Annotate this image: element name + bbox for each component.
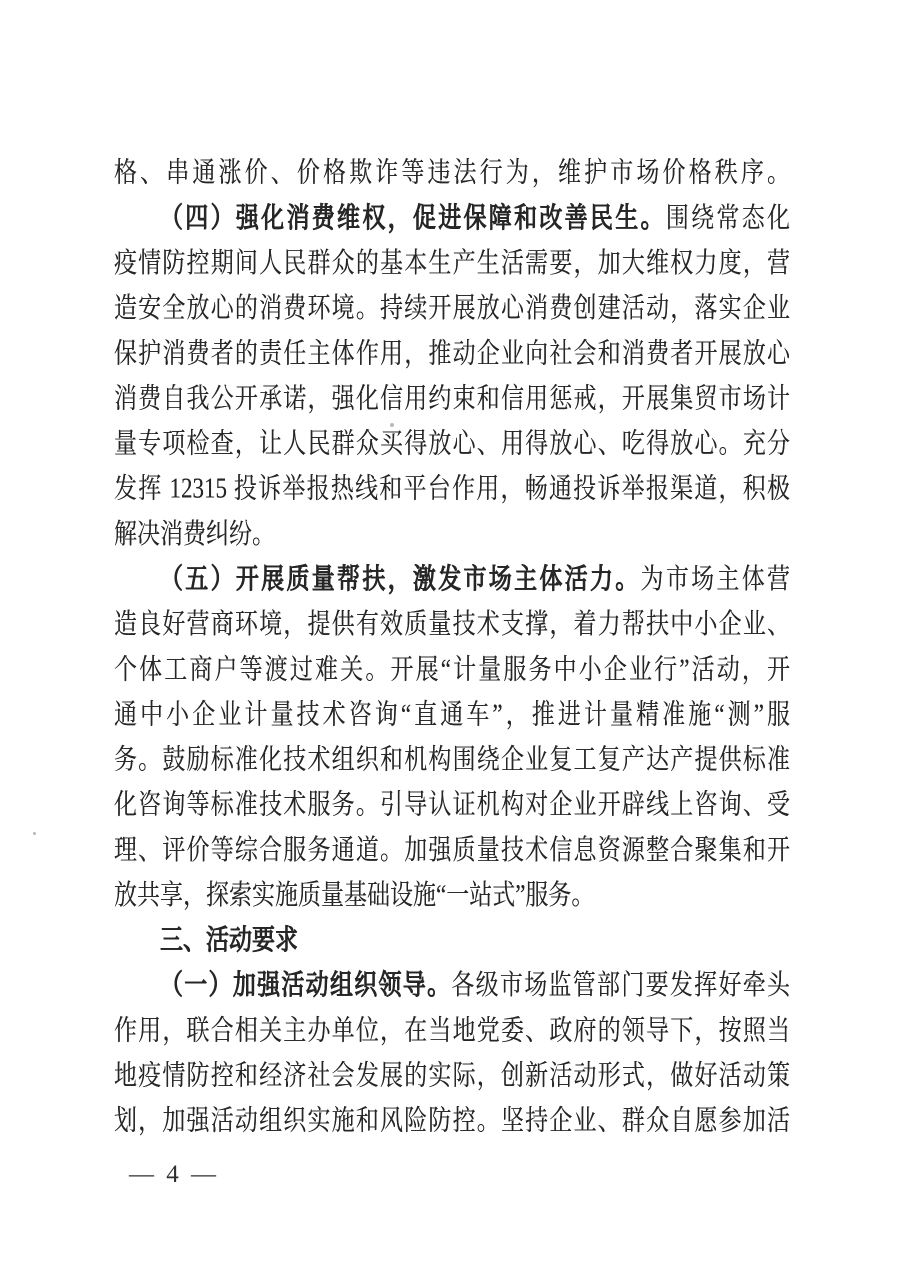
text-line	[114, 376, 790, 421]
text-line	[114, 963, 790, 1008]
text-line	[114, 872, 790, 917]
text-line	[114, 195, 790, 240]
text-run: 为市场主体营	[640, 563, 790, 595]
text-run: 造安全放心的消费环境。持续开展放心消费创建活动，落实企业	[114, 292, 790, 324]
text-run: 个体工商户等渡过难关。开展“计量服务中小企业行”活动，开	[114, 653, 790, 685]
text-run: 务。鼓励标准化技术组织和机构围绕企业复工复产达产提供标准	[114, 744, 790, 775]
text-line	[114, 601, 790, 646]
text-run: 作用，联合相关主办单位，在当地党委、政府的领导下，按照当	[114, 1014, 790, 1046]
text-run: 量专项检查，让人民群众买得放心、用得放心、吃得放心。充分	[114, 428, 790, 459]
text-line	[114, 421, 790, 466]
text-run: （一）加强活动组织领导。	[160, 969, 452, 1001]
text-run: 造良好营商环境，提供有效质量技术支撑，着力帮扶中小企业、	[114, 608, 790, 640]
text-run: 化咨询等标准技术服务。引导认证机构对企业开辟线上咨询、受	[114, 789, 790, 820]
text-run: 划，加强活动组织实施和风险防控。坚持企业、群众自愿参加活	[114, 1105, 790, 1136]
text-run: 理、评价等综合服务通道。加强质量技术信息资源整合聚集和开	[114, 834, 790, 865]
text-line	[114, 827, 790, 872]
text-run: 消费自我公开承诺，强化信用约束和信用惩戒，开展集贸市场计	[114, 383, 790, 414]
page-number: — 4 —	[129, 1161, 219, 1188]
text-run: 三、活动要求	[160, 923, 298, 956]
text-run: 放共享，探索实施质量基础设施“一站式”服务。	[114, 879, 595, 911]
text-line	[114, 331, 790, 376]
text-line	[114, 511, 790, 556]
text-line	[114, 737, 790, 782]
text-line	[114, 692, 790, 737]
text-line	[114, 150, 790, 195]
text-run: 疫情防控期间人民群众的基本生产生活需要，加大维权力度，营	[114, 247, 790, 279]
text-line	[114, 1008, 790, 1053]
text-line	[114, 285, 790, 330]
text-run: 解决消费纠纷。	[114, 518, 275, 549]
text-run: （四）强化消费维权，促进保障和改善民生。	[160, 202, 666, 233]
text-line	[114, 466, 790, 511]
text-run: 各级市场监管部门要发挥好牵头	[451, 969, 790, 1001]
text-line	[114, 240, 790, 285]
text-run: 地疫情防控和经济社会发展的实际，创新活动形式，做好活动策	[114, 1060, 790, 1091]
text-line	[114, 917, 790, 962]
scan-speck	[390, 423, 394, 427]
text-run: （五）开展质量帮扶，激发市场主体活力。	[160, 563, 641, 595]
text-run: 发挥 12315 投诉举报热线和平台作用，畅通投诉举报渠道，积极	[114, 473, 790, 504]
text-line	[114, 556, 790, 601]
text-run: 围绕常态化	[665, 202, 790, 233]
text-line	[114, 782, 790, 827]
text-line	[114, 1098, 790, 1143]
text-run: 保护消费者的责任主体作用，推动企业向社会和消费者开展放心	[114, 337, 790, 369]
text-run: 通中小企业计量技术咨询“直通车”，推进计量精准施“测”服	[114, 699, 790, 730]
text-run: 格、串通涨价、价格欺诈等违法行为，维护市场价格秩序。	[114, 157, 790, 188]
document-body	[114, 150, 790, 1143]
text-line	[114, 647, 790, 692]
text-line	[114, 1053, 790, 1098]
scan-speck	[33, 832, 36, 835]
